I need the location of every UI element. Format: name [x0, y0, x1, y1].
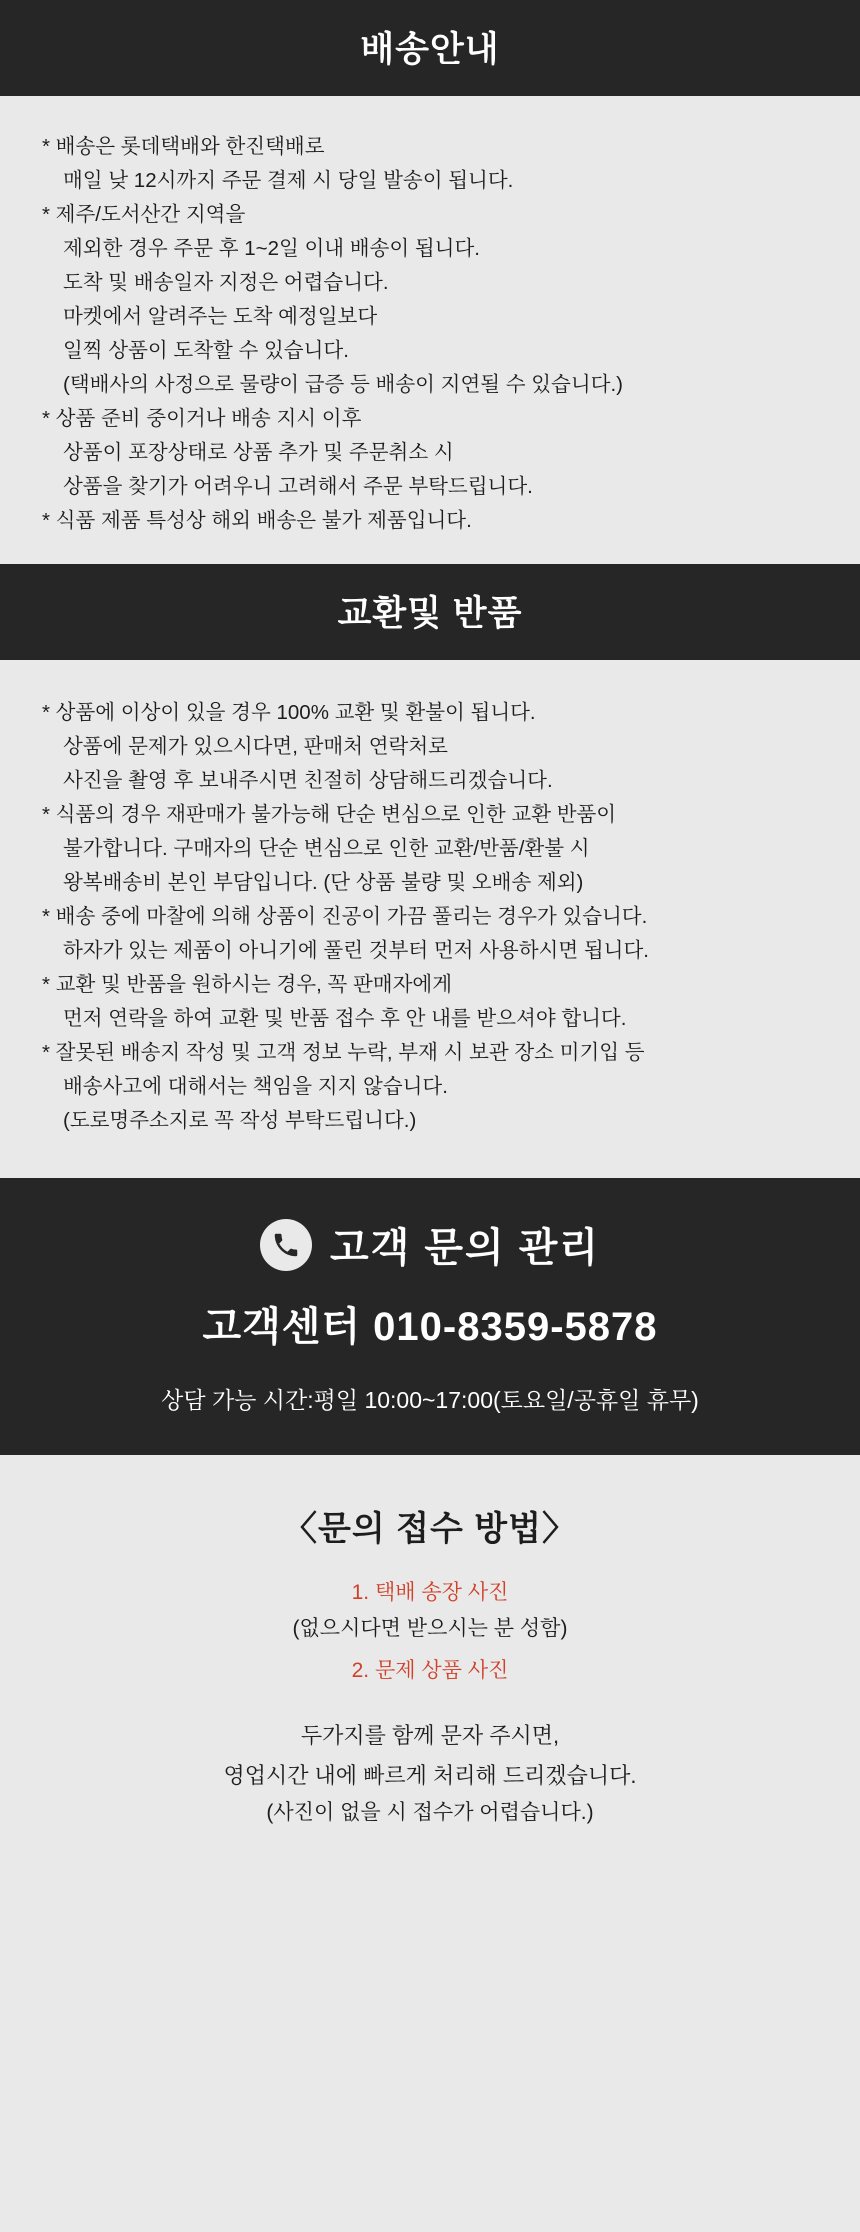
exchange-line: 먼저 연락을 하여 교환 및 반품 접수 후 안 내를 받으셔야 합니다.	[63, 1007, 627, 1030]
exchange-line: (도로명주소지로 꼭 작성 부탁드립니다.)	[63, 1109, 417, 1132]
customer-service-title: 고객 문의 관리	[329, 1226, 601, 1270]
shipping-line: (택배사의 사정으로 물량이 급증 등 배송이 지연될 수 있습니다.)	[63, 373, 623, 396]
shipping-line: 상품이 포장상태로 상품 추가 및 주문취소 시	[63, 441, 454, 464]
exchange-section-body	[0, 660, 860, 1178]
exchange-line: 상품에 문제가 있으시다면, 판매처 연락처로	[63, 735, 448, 758]
inquiry-step-1: 1. 택배 송장 사진	[351, 1581, 509, 1604]
exchange-line: 하자가 있는 제품이 아니기에 풀린 것부터 먼저 사용하시면 됩니다.	[63, 939, 649, 962]
inquiry-closing-line-2: 영업시간 내에 빠르게 처리해 드리겠습니다.	[223, 1763, 637, 1788]
shipping-line: * 배송은 롯데택배와 한진택배로	[42, 135, 325, 158]
inquiry-note: (사진이 없을 시 접수가 어렵습니다.)	[266, 1801, 594, 1824]
customer-service-title-row	[0, 1216, 860, 1273]
shipping-line: 도착 및 배송일자 지정은 어렵습니다.	[63, 271, 389, 294]
exchange-line: * 교환 및 반품을 원하시는 경우, 꼭 판매자에게	[42, 973, 452, 996]
customer-service-panel	[0, 1178, 860, 1455]
exchange-line: * 배송 중에 마찰에 의해 상품이 진공이 가끔 풀리는 경우가 있습니다.	[42, 905, 648, 928]
exchange-line: * 식품의 경우 재판매가 불가능해 단순 변심으로 인한 교환 반품이	[42, 803, 617, 826]
shipping-line: 마켓에서 알려주는 도착 예정일보다	[63, 305, 378, 328]
inquiry-closing-line-1: 두가지를 함께 문자 주시면,	[300, 1723, 560, 1748]
exchange-line: * 잘못된 배송지 작성 및 고객 정보 누락, 부재 시 보관 장소 미기입 등	[42, 1041, 645, 1064]
customer-service-hours: 상담 가능 시간:평일 10:00~17:00(토요일/공휴일 휴무)	[161, 1387, 699, 1413]
exchange-line: 사진을 촬영 후 보내주시면 친절히 상담해드리겠습니다.	[63, 769, 553, 792]
shipping-line: * 식품 제품 특성상 해외 배송은 불가 제품입니다.	[42, 509, 472, 532]
inquiry-step-1-note: (없으시다면 받으시는 분 성함)	[292, 1617, 568, 1640]
exchange-line: 배송사고에 대해서는 책임을 지지 않습니다.	[63, 1075, 448, 1098]
shipping-line: 매일 낮 12시까지 주문 결제 시 당일 발송이 됩니다.	[63, 169, 514, 192]
phone-icon	[260, 1219, 312, 1271]
shipping-line: 제외한 경우 주문 후 1~2일 이내 배송이 됩니다.	[63, 237, 480, 260]
shipping-line: * 제주/도서산간 지역을	[42, 203, 246, 226]
exchange-line: * 상품에 이상이 있을 경우 100% 교환 및 환불이 됩니다.	[42, 701, 536, 724]
shipping-section-header: 배송안내	[0, 0, 860, 96]
exchange-line: 불가합니다. 구매자의 단순 변심으로 인한 교환/반품/환불 시	[63, 837, 590, 860]
inquiry-title: 〈문의 접수 방법〉	[283, 1510, 577, 1548]
shipping-line: 일찍 상품이 도착할 수 있습니다.	[63, 339, 349, 362]
inquiry-step-2: 2. 문제 상품 사진	[351, 1659, 509, 1682]
shipping-line: 상품을 찾기가 어려우니 고려해서 주문 부탁드립니다.	[63, 475, 533, 498]
shipping-section-body	[0, 96, 860, 564]
inquiry-method-section	[0, 1455, 860, 1884]
exchange-line: 왕복배송비 본인 부담입니다. (단 상품 불량 및 오배송 제외)	[63, 871, 584, 894]
exchange-section-header: 교환및 반품	[0, 564, 860, 660]
customer-service-phone[interactable]: 고객센터 010-8359-5878	[202, 1305, 658, 1349]
shipping-line: * 상품 준비 중이거나 배송 지시 이후	[42, 407, 362, 430]
